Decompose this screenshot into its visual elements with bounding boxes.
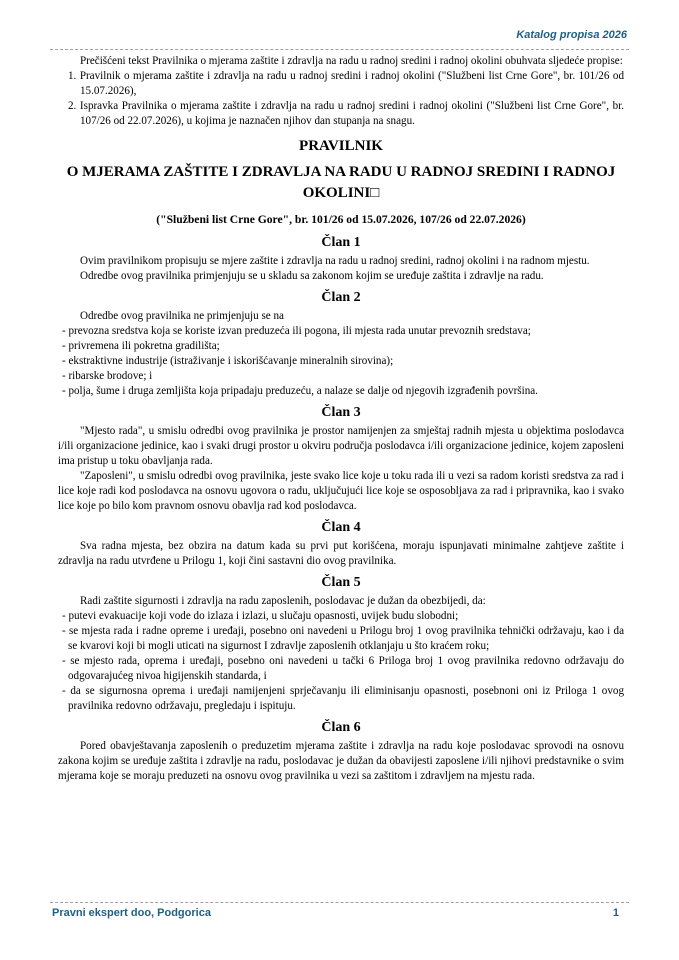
catalog-title: Katalog propisa 2026 <box>516 29 627 41</box>
intro-paragraph: Prečišćeni tekst Pravilnika o mjerama zaštite i zdravlja na radu u radnoj sredini i radnoj okolini obuhvata sljedeće propise: <box>80 55 623 67</box>
article-paragraph: Odredbe ovog pravilnika ne primjenjuju se na <box>80 310 284 322</box>
document-title: PRAVILNIK <box>299 138 383 154</box>
article-list-item: - ribarske brodove; i <box>62 370 153 382</box>
article-list-item: - da se sigurnosna oprema i uređaji namijenjeni sprječavanju ili eliminisanju opasnosti, posebnoni oni iz Priloga 1 ovog pravilnika redovno održavaju, pregledaju i ispituju. <box>62 685 624 712</box>
article-heading: Član 4 <box>321 520 361 535</box>
article-paragraph: Odredbe ovog pravilnika primjenjuju se u skladu sa zakonom kojim se uređuje zaštita i zdravlje na radu. <box>80 270 544 282</box>
article-paragraph: Ovim pravilnikom propisuju se mjere zaštite i zdravlja na radu u radnoj sredini, radnoj okolini i na radnom mjestu. <box>80 255 590 267</box>
article-paragraph: "Zaposleni", u smislu odredbi ovog pravilnika, jeste svako lice koje u toku rada ili u vezi sa radom koristi sredstva za rad i lice koje radi kod poslodavca na osnovu ugovora o radu, uključujući lice koje se osposobljava za rad i pripravnika, kao i svako lice koje po bilo kom pravnom osnovu obavlja rad kod poslodavca. <box>58 470 624 512</box>
document-subtitle-text: O MJERAMA ZAŠTITE I ZDRAVLJA NA RADU U RADNOJ SREDINI I RADNOJ OKOLINI <box>66 164 616 201</box>
document-subtitle: O MJERAMA ZAŠTITE I ZDRAVLJA NA RADU U RADNOJ SREDINI I RADNOJ OKOLINI□ <box>66 164 616 201</box>
article-list-item: - se mjesto rada, oprema i uređaji, posebno oni navedeni u tački 6 Priloga broj 1 ovog pravilnika redovno održavaju do odgovarajućeg nivoa higijenskih standarda, i <box>62 655 624 682</box>
article-list-item: - prevozna sredstva koja se koriste izvan preduzeća ili pogona, ili mjesta rada unutar prevoznih sredstava; <box>62 325 531 337</box>
page-number: 1 <box>612 907 619 919</box>
article-heading: Član 5 <box>321 575 361 590</box>
article-list-item: - privremena ili pokretna gradilišta; <box>62 340 220 352</box>
article-list-item: - polja, šume i druga zemljišta koja pripadaju preduzeću, a nalaze se dalje od njegovih izgrađenih površina. <box>62 385 538 397</box>
article-paragraph: Sva radna mjesta, bez obzira na datum kada su prvi put korišćena, moraju ispunjavati minimalne zahtjeve zaštite i zdravlja na radu utvrđene u Prilogu 1, koji čini sastavni dio ovog pravilnika. <box>58 540 624 567</box>
article-list-item: - se mjesta rada i radne opreme i uređaji, posebno oni navedeni u Prilogu broj 1 ovog pravilnika tehnički održavaju, kao i da se kvarovi koji bi mogli uticati na sigurnost I zdravlje zaposlenih otklanjaju u što kraćem roku; <box>62 625 624 652</box>
intro-list-item: 2. Ispravka Pravilnika o mjerama zaštite i zdravlja na radu u radnoj sredini i radnoj okolini ("Službeni list Crne Gore", br. 107/26 od 22.07.2026), u kojima je naznačen njihov dan stupanja na snagu. <box>68 100 624 127</box>
article-heading: Član 3 <box>321 405 361 420</box>
page-header <box>50 27 629 50</box>
article-paragraph: "Mjesto rada", u smislu odredbi ovog pravilnika je prostor namijenjen za smještaj radnih mjesta u objektima poslodavca i/ili organizacione jedinice, kao i svaki drugi prostor u okviru područja poslodavca i/ili organizacione jedinice, kojem zaposleni ima pristup u toku obavljanja rada. <box>58 425 624 467</box>
article-heading: Član 6 <box>321 720 361 735</box>
article-heading: Član 2 <box>321 290 361 305</box>
article-heading: Član 1 <box>321 235 361 250</box>
page-footer <box>50 902 629 922</box>
article-list-item: - putevi evakuacije koji vode do izlaza i izlazi, u slučaju opasnosti, uvijek budu slobodni; <box>62 610 459 622</box>
article-paragraph: Pored obavještavanja zaposlenih o preduzetim mjerama zaštite i zdravlja na radu koje poslodavac sprovodi na osnovu zakona kojim se uređuje zaštita i zdravlje na radu, poslodavac je dužan da obavijesti zaposlene i/ili njihovi predstavnike o svim mjerama koje se moraju preduzeti na osnovu ovog pravilnika u vezi sa zaštitom i zdravljem na mjestu rada. <box>58 740 624 782</box>
publisher-name: Pravni ekspert doo, Podgorica <box>52 907 211 919</box>
gazette-reference: ("Službeni list Crne Gore", br. 101/26 od 15.07.2026, 107/26 od 22.07.2026) <box>156 213 526 226</box>
document-body <box>58 54 624 784</box>
article-list-item: - ekstraktivne industrije (istraživanje i iskorišćavanje mineralnih sirovina); <box>62 355 394 367</box>
intro-list-item: 1. Pravilnik o mjerama zaštite i zdravlja na radu u radnoj sredini i radnoj okolini ("Službeni list Crne Gore", br. 101/26 od 15.07.2026), <box>68 70 624 97</box>
article-paragraph: Radi zaštite sigurnosti i zdravlja na radu zaposlenih, poslodavac je dužan da obezbijedi, da: <box>80 595 486 607</box>
